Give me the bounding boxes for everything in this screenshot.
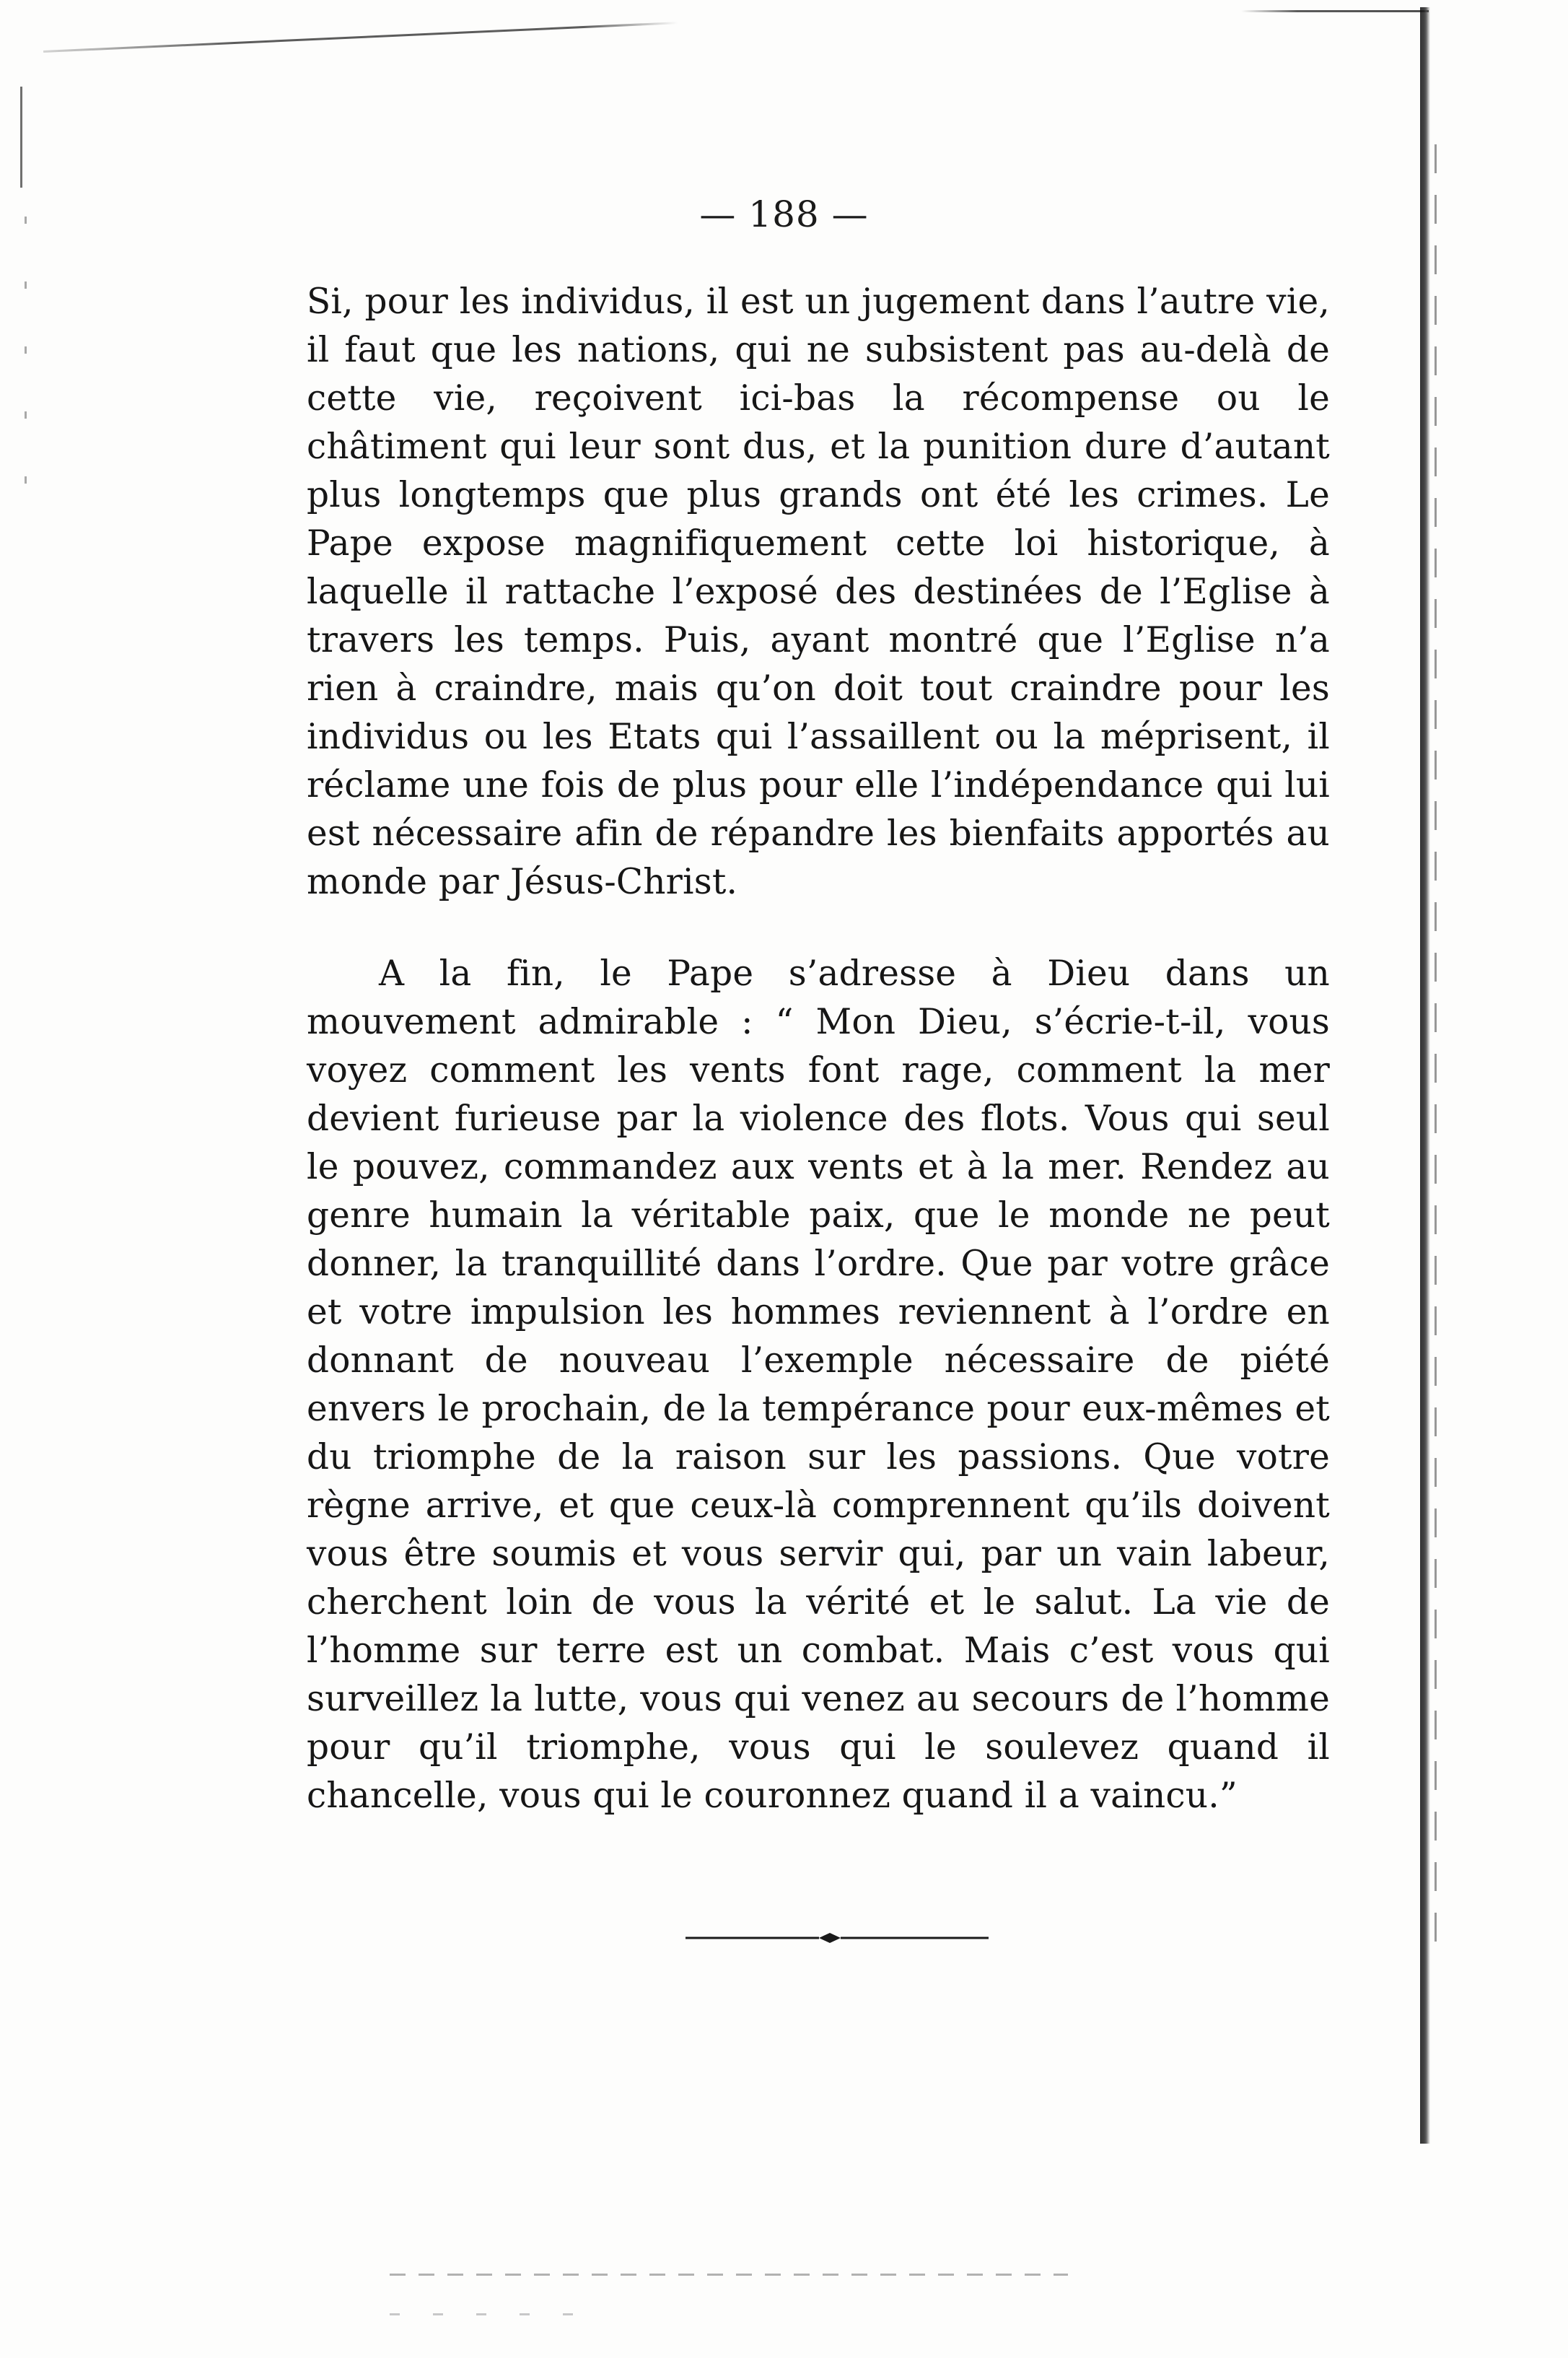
page-number: — 188 — bbox=[699, 193, 869, 235]
scan-bleed-through-bottom-2 bbox=[390, 2313, 606, 2315]
scan-edge-left-marks bbox=[25, 217, 27, 505]
section-end-ornament-icon bbox=[686, 1927, 989, 1949]
scan-edge-top-right bbox=[1241, 10, 1429, 12]
paragraph-1: Si, pour les individus, il est un jugement dans l’autre vie, il faut que les nations, qui ne subsistent pas au-delà de cette vie, reçoivent ici-bas la récompense ou le châtiment qui leur sont dus, et la punition dure d’autant plus longtemps que plus grands ont été les crimes. Le Pape expose magnifiquement cette loi historique, à laquelle il rattache l’exposé des destinées de l’Eglise à travers les temps. Puis, ayant montré que l’Eglise n’a rien à craindre, mais qu’on doit tout craindre pour les individus ou les Etats qui l’assaillent ou la méprisent, il réclame une fois de plus pour elle l’indépendance qui lui est nécessaire afin de répandre les bienfaits apportés au monde par Jésus-Christ. bbox=[307, 281, 1330, 902]
scan-edge-left bbox=[20, 87, 22, 188]
scan-binding-edge bbox=[1420, 7, 1430, 2144]
scan-edge-top bbox=[43, 22, 678, 53]
body-text bbox=[307, 278, 1330, 1820]
scan-bleed-through-bottom bbox=[390, 2274, 1068, 2276]
paragraph-2: A la fin, le Pape s’adresse à Dieu dans un mouvement admirable : “ Mon Dieu, s’écrie-t-il, vous voyez comment les vents font rage, comment la mer devient furieuse par la violence des flots. Vous qui seul le pouvez, commandez aux vents et à la mer. Rendez au genre humain la véritable paix, que le monde ne peut donner, la tranquillité dans l’ordre. Que par votre grâce et votre impulsion les hommes reviennent à l’ordre en donnant de nouveau l’exemple nécessaire de piété envers le prochain, de la tempérance pour eux-mêmes et du triomphe de la raison sur les passions. Que votre règne arrive, et que ceux-là comprennent qu’ils doivent vous être soumis et vous servir qui, par un vain labeur, cherchent loin de vous la vérité et le salut. La vie de l’homme sur terre est un combat. Mais c’est vous qui surveillez la lutte, vous qui venez au secours de l’homme pour qu’il triomphe, vous qui le soulevez quand il chancelle, vous qui le couronnez quand il a vaincu.” bbox=[307, 953, 1330, 1816]
scan-binding-shadow bbox=[1435, 144, 1437, 1949]
